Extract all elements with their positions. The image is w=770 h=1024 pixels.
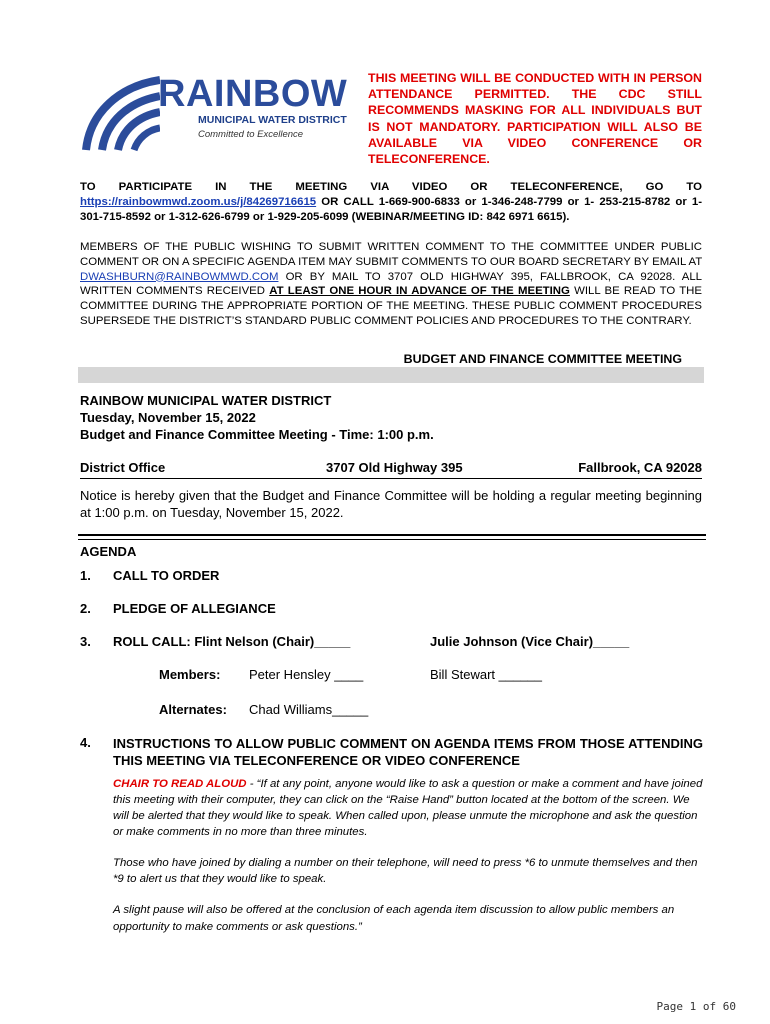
- roll-call-member: Peter Hensley ____: [249, 667, 364, 682]
- comment-text-2: OR BY MAIL TO 3707 OLD HIGHWAY 395, FALLBROOK, CA 92028. ALL WRITTEN COMMENTS RECEIVED: [80, 270, 702, 298]
- meeting-location: [80, 458, 702, 479]
- roll-call-vice-chair: Julie Johnson (Vice Chair)_____: [430, 634, 630, 649]
- logo-subtitle: MUNICIPAL WATER DISTRICT: [198, 114, 347, 126]
- agenda-item-public-comment-instructions: INSTRUCTIONS TO ALLOW PUBLIC COMMENT ON AGENDA ITEMS FROM THOSE ATTENDING THIS MEETING VIA TELECONFERENCE OR VIDEO CONFERENCE: [113, 736, 703, 768]
- logo-wordmark: RAINBOW: [158, 73, 348, 115]
- district-info: [80, 392, 434, 443]
- roll-call-member: Bill Stewart ______: [430, 667, 543, 682]
- meeting-date: Tuesday, November 15, 2022: [80, 410, 256, 425]
- comment-deadline-emphasis: AT LEAST ONE HOUR IN ADVANCE OF THE MEETING: [269, 285, 570, 298]
- zoom-link[interactable]: https://rainbowmwd.zoom.us/j/84269716615: [80, 195, 317, 208]
- agenda-item-call-to-order: CALL TO ORDER: [113, 568, 220, 583]
- chair-read-body: - “If at any point, anyone would like to ask a question or make a comment and have joined this meeting with their computer, they can click on the “Raise Hand” button located at the bottom of the screen. We will be alerted that they would like to speak. When called upon, please unmute the microphone and ask the question or make comments in no more than three minutes.: [113, 778, 703, 838]
- meeting-time: Budget and Finance Committee Meeting - Time: 1:00 p.m.: [80, 427, 434, 442]
- meeting-notice: Notice is hereby given that the Budget and Finance Committee will be holding a regular meeting beginning at 1:00 p.m. on Tuesday, November 15, 2022.: [80, 488, 702, 520]
- double-divider: [78, 534, 706, 540]
- location-place: District Office: [80, 460, 166, 475]
- chair-read-aloud-text: [113, 776, 703, 840]
- logo-tagline: Committed to Excellence: [198, 129, 304, 140]
- water-wave-icon: [80, 72, 160, 152]
- location-city: Fallbrook, CA 92028: [578, 460, 702, 475]
- agenda-item-number: 1.: [80, 568, 91, 583]
- pause-instructions: A slight pause will also be offered at the conclusion of each agenda item discussion to allow public members an opportunity to make comments or ask questions.”: [113, 904, 675, 933]
- chair-read-label: CHAIR TO READ ALOUD: [113, 778, 247, 790]
- page-number: Page 1 of 60: [656, 1000, 736, 1013]
- dialing-instructions: Those who have joined by dialing a number on their telephone, will need to press *6 to unmute themselves and then *9 to alert us that they would like to speak.: [113, 857, 698, 885]
- district-logo: [80, 72, 348, 152]
- meeting-title: BUDGET AND FINANCE COMMITTEE MEETING: [403, 352, 682, 366]
- agenda-item-number: 4.: [80, 735, 91, 750]
- attendance-notice: THIS MEETING WILL BE CONDUCTED WITH IN PERSON ATTENDANCE PERMITTED. THE CDC STILL RECOMMENDS MASKING FOR ALL INDIVIDUALS BUT IS NOT MANDATORY. PARTICIPATION WILL ALSO BE AVAILABLE VIA VIDEO CONFERENCE OR TELECONFERENCE.: [368, 71, 702, 167]
- district-name: RAINBOW MUNICIPAL WATER DISTRICT: [80, 393, 332, 408]
- location-address: 3707 Old Highway 395: [326, 460, 463, 475]
- written-comment-paragraph: [80, 240, 702, 329]
- secretary-email-link[interactable]: DWASHBURN@RAINBOWMWD.COM: [80, 270, 279, 283]
- roll-call-members-label: Members:: [159, 667, 221, 682]
- roll-call-alternate: Chad Williams_____: [249, 702, 369, 717]
- agenda-heading: AGENDA: [80, 544, 137, 559]
- comment-text-3: WILL BE READ TO THE COMMITTEE DURING THE APPROPRIATE PORTION OF THE MEETING. THESE PUBLIC COMMENT PROCEDURES SUPERSEDE THE DISTRICT’S STANDARD PUBLIC COMMENT POLICIES AND PROCEDURES TO THE CONTRARY.: [80, 285, 702, 327]
- agenda-item-pledge: PLEDGE OF ALLEGIANCE: [113, 601, 276, 616]
- comment-text-1: MEMBERS OF THE PUBLIC WISHING TO SUBMIT WRITTEN COMMENT TO THE COMMITTEE UNDER PUBLIC COMMENT OR ON A SPECIFIC AGENDA ITEM MAY SUBMIT COMMENTS TO OUR BOARD SECRETARY BY EMAIL AT: [80, 241, 702, 268]
- section-divider-bar: [78, 367, 704, 383]
- agenda-item-number: 2.: [80, 601, 91, 616]
- participate-phone-numbers: OR CALL 1-669-900-6833 or 1-346-248-7799 or 1- 253-215-8782 or 1-301-715-8592 or 1-312-626-6799 or 1-929-205-6099 (WEBINAR/MEETING ID: 842 6971 6615).: [80, 195, 702, 223]
- participate-intro: TO PARTICIPATE IN THE MEETING VIA VIDEO OR TELECONFERENCE, GO TO: [80, 181, 702, 193]
- roll-call-alternates-label: Alternates:: [159, 702, 227, 717]
- participate-instructions: [80, 180, 702, 224]
- agenda-item-roll-call: ROLL CALL: Flint Nelson (Chair)_____: [113, 634, 351, 649]
- agenda-item-number: 3.: [80, 634, 91, 649]
